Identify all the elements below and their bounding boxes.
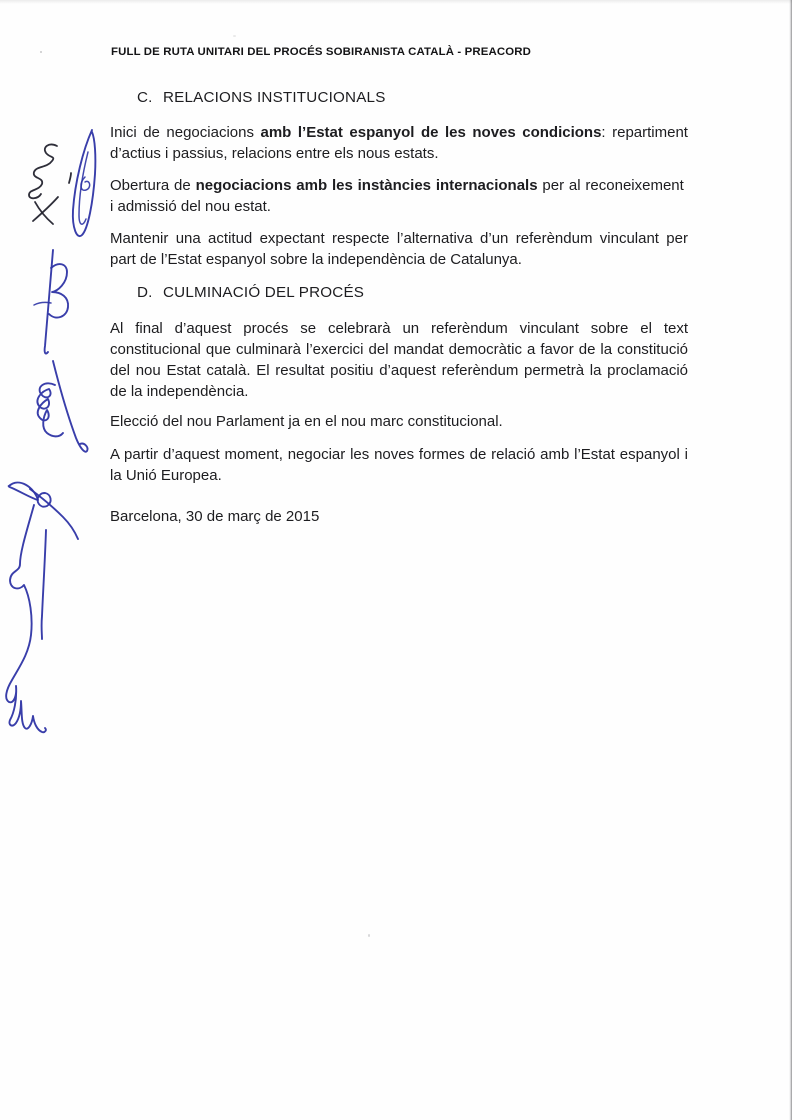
section-d-title: CULMINACIÓ DEL PROCÉS <box>163 284 365 301</box>
text-run: Obertura de <box>110 177 196 194</box>
paragraph-c1 <box>110 122 688 164</box>
margin-signatures-ink <box>0 0 110 760</box>
section-d-letter: D. <box>137 284 153 301</box>
section-d-heading <box>137 284 688 302</box>
section-c-title: RELACIONS INSTITUCIONALS <box>163 89 386 106</box>
text-run: Inici de negociacions <box>110 124 261 141</box>
paragraph-c2 <box>110 175 688 217</box>
paragraph-d1: Al final d’aquest procés se celebrarà un referèndum vinculant sobre el text constitucional que culminarà l’exercici del mandat democràtic a favor de la constitució del nou Estat català. El resultat positiu d’aquest referèndum permetrà la proclamació de la independència. <box>110 320 688 400</box>
paragraph-d3: A partir d’aquest moment, negociar les noves formes de relació amb l’Estat espanyol i la Unió Europea. <box>110 446 688 484</box>
text-run: : repartiment d’actius i passius, relacions entre els nous estats. <box>110 124 688 162</box>
scan-edge-top <box>0 0 792 4</box>
scan-speck <box>40 51 42 53</box>
document-body <box>110 46 688 527</box>
bold-text-run: amb l’Estat espanyol de les noves condicions <box>260 124 602 141</box>
section-c-heading <box>137 89 688 107</box>
signature-1 <box>29 130 95 236</box>
place-date-line: Barcelona, 30 de març de 2015 <box>110 508 320 525</box>
paragraph-d2: Elecció del nou Parlament ja en el nou marc constitucional. <box>110 413 503 430</box>
signature-3 <box>37 361 87 452</box>
signature-2 <box>34 250 68 354</box>
scan-speck <box>368 934 370 937</box>
scan-speck <box>233 35 236 37</box>
section-c-letter: C. <box>137 89 153 106</box>
document-title: FULL DE RUTA UNITARI DEL PROCÉS SOBIRANISTA CATALÀ - PREACORD <box>111 46 532 58</box>
bold-text-run: negociacions amb les instàncies internacionals <box>195 177 538 194</box>
text-run: per al reconeixement i admissió del nou estat. <box>110 177 688 215</box>
paragraph-c3: Mantenir una actitud expectant respecte l’alternativa d’un referèndum vinculant per part de l’Estat espanyol sobre la independència de Catalunya. <box>110 230 688 268</box>
signature-4 <box>6 483 78 733</box>
